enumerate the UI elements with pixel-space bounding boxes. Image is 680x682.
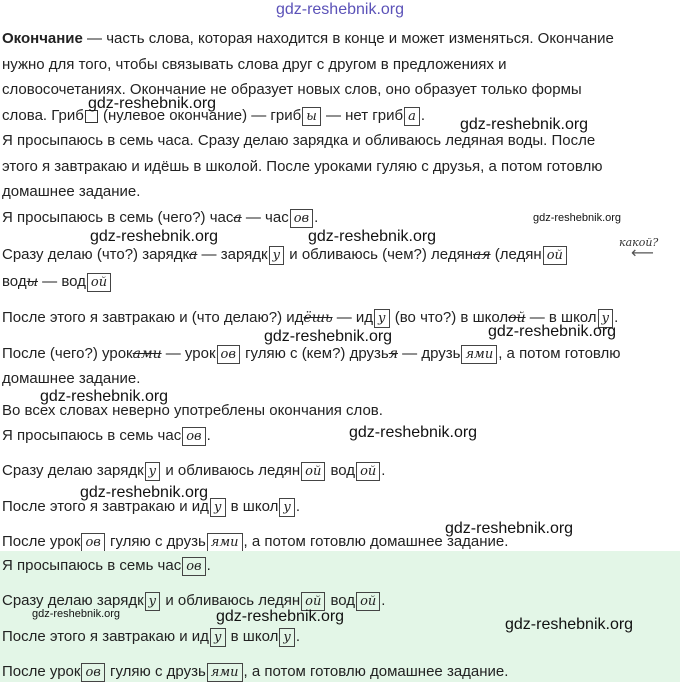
corrected-2 xyxy=(2,461,385,481)
t: и обливаюсь ледян xyxy=(161,592,301,609)
corrected-1 xyxy=(2,426,211,446)
ending-box: у xyxy=(145,592,161,611)
ending-box: у xyxy=(210,498,226,517)
t: После этого я завтракаю и ид xyxy=(2,498,209,515)
ending-box: ой xyxy=(356,592,380,611)
corrected-4 xyxy=(2,532,508,552)
t: . xyxy=(314,209,319,226)
t: — в школ xyxy=(525,309,597,326)
ending-box: у xyxy=(279,628,295,647)
t: . xyxy=(206,557,211,574)
watermark: gdz-reshebnik.org xyxy=(216,608,345,625)
wrong-ending: ая xyxy=(472,247,491,263)
t: . xyxy=(381,462,386,479)
wrong-ending: ами xyxy=(132,346,162,362)
t: После (чего?) урок xyxy=(2,345,133,362)
ending-box: ов xyxy=(182,557,205,576)
answer-3 xyxy=(2,627,300,647)
t: вод xyxy=(326,592,356,609)
ending-box: ой xyxy=(543,246,567,265)
t: . xyxy=(420,107,426,124)
ending-box: ов xyxy=(217,345,240,364)
t: — час xyxy=(241,209,289,226)
answer-1 xyxy=(2,556,211,576)
intro-text: — часть слова, которая находится в конце и может изменяться. Окончание xyxy=(82,30,614,47)
term-bold: Окончание xyxy=(2,30,83,47)
ending-box: у xyxy=(269,246,285,265)
t: вод xyxy=(2,273,27,290)
ending-box: ой xyxy=(301,462,325,481)
analysis-line-2b xyxy=(2,272,112,292)
t: , а потом готовлю домашнее задание. xyxy=(243,533,509,550)
watermark: gdz-reshebnik.org xyxy=(505,616,634,633)
t: Я просыпаюсь в семь час xyxy=(2,557,182,574)
ending-box: ями xyxy=(207,533,243,552)
wrong-ending: ы xyxy=(26,274,38,290)
watermark: gdz-reshebnik.org xyxy=(264,328,393,345)
ending-box: у xyxy=(374,309,390,328)
t: вод xyxy=(326,462,356,479)
t: и обливаюсь (чем?) ледян xyxy=(285,246,473,263)
watermark: gdz-reshebnik.org xyxy=(308,228,437,245)
t: (нулевое окончание) — гриб xyxy=(98,107,302,124)
ending-box: ями xyxy=(461,345,497,364)
answer-4 xyxy=(2,662,508,682)
t: . xyxy=(295,498,301,515)
watermark: gdz-reshebnik.org xyxy=(90,228,219,245)
t: Сразу делаю зарядк xyxy=(2,592,144,609)
watermark: gdz-reshebnik.org xyxy=(32,608,121,620)
t: гуляю с друзь xyxy=(105,663,206,680)
ending-box: ы xyxy=(302,107,321,126)
analysis-line-1 xyxy=(2,208,318,228)
wrong-ending: я xyxy=(388,346,398,362)
watermark: gdz-reshebnik.org xyxy=(445,520,574,537)
ending-box: ой xyxy=(87,273,111,292)
watermark: gdz-reshebnik.org xyxy=(460,116,589,133)
ending-box: у xyxy=(279,498,295,517)
ending-box: ями xyxy=(207,663,243,682)
ending-box: ой xyxy=(301,592,325,611)
ending-box: ов xyxy=(290,209,313,228)
watermark: gdz-reshebnik.org xyxy=(533,212,622,224)
wrong-ending: а xyxy=(233,210,242,226)
ending-box: ой xyxy=(356,462,380,481)
t: . xyxy=(206,427,211,444)
original-line-2: этого я завтракаю и идёшь в школой. После уроками гуляю с друзья, а потом готовлю xyxy=(2,158,603,175)
t: — вод xyxy=(37,273,86,290)
ending-box: ов xyxy=(81,663,104,682)
question-note: какой? xyxy=(619,236,659,249)
t: После урок xyxy=(2,533,81,550)
t: Я просыпаюсь в семь час xyxy=(2,427,182,444)
arrow-left-icon: ⟵ xyxy=(631,245,654,262)
t: , а потом готовлю домашнее задание. xyxy=(243,663,509,680)
t: гуляю с друзь xyxy=(105,533,206,550)
t: в школ xyxy=(226,498,279,515)
t: — друзь xyxy=(397,345,461,362)
wrong-ending: ёшь xyxy=(303,310,333,326)
t: слова. Гриб xyxy=(2,107,84,124)
ending-box: а xyxy=(404,107,420,126)
ending-box: ов xyxy=(81,533,104,552)
analysis-line-2 xyxy=(2,245,568,265)
watermark-top: gdz-reshebnik.org xyxy=(275,1,405,18)
t: и обливаюсь ледян xyxy=(161,462,301,479)
ending-box: у xyxy=(210,628,226,647)
ending-box: у xyxy=(145,462,161,481)
t: . xyxy=(614,309,619,326)
watermark: gdz-reshebnik.org xyxy=(88,95,217,112)
watermark: gdz-reshebnik.org xyxy=(80,484,209,501)
intro-line-3: словосочетаниях. Окончание не образует новых слов, оно образует только формы xyxy=(2,81,582,98)
t: — нет гриб xyxy=(321,107,404,124)
t: После этого я завтракаю и ид xyxy=(2,628,209,645)
t: (ледян xyxy=(490,246,542,263)
t: гуляю с (кем?) друзь xyxy=(240,345,389,362)
ending-box: у xyxy=(598,309,614,328)
t: Я просыпаюсь в семь (чего?) час xyxy=(2,209,234,226)
t: . xyxy=(295,628,301,645)
t: — урок xyxy=(161,345,216,362)
t: в школ xyxy=(226,628,279,645)
watermark: gdz-reshebnik.org xyxy=(40,388,169,405)
t: Сразу делаю (что?) зарядк xyxy=(2,246,190,263)
original-line-1: Я просыпаюсь в семь часа. Сразу делаю зарядка и обливаюсь ледяная воды. После xyxy=(2,132,596,149)
t: После урок xyxy=(2,663,81,680)
t: После этого я завтракаю и (что делаю?) ид xyxy=(2,309,304,326)
original-line-3: домашнее задание. xyxy=(2,183,141,200)
intro-line-2: нужно для того, чтобы связывать слова друг с другом в предложениях и xyxy=(2,56,507,73)
ending-box: ов xyxy=(182,427,205,446)
t: (во что?) в школ xyxy=(390,309,509,326)
t: Сразу делаю зарядк xyxy=(2,462,144,479)
wrong-ending: а xyxy=(189,247,198,263)
watermark: gdz-reshebnik.org xyxy=(349,424,478,441)
t: — ид xyxy=(332,309,374,326)
t: — зарядк xyxy=(197,246,268,263)
wrong-ending: ой xyxy=(508,310,526,326)
t: . xyxy=(381,592,386,609)
analysis-line-4 xyxy=(2,344,621,364)
t: , а потом готовлю xyxy=(498,345,621,362)
analysis-line-4b: домашнее задание. xyxy=(2,370,141,387)
intro-line-1 xyxy=(2,29,614,49)
watermark: gdz-reshebnik.org xyxy=(488,323,617,340)
conclusion: Во всех словах неверно употреблены окончания слов. xyxy=(2,402,383,419)
